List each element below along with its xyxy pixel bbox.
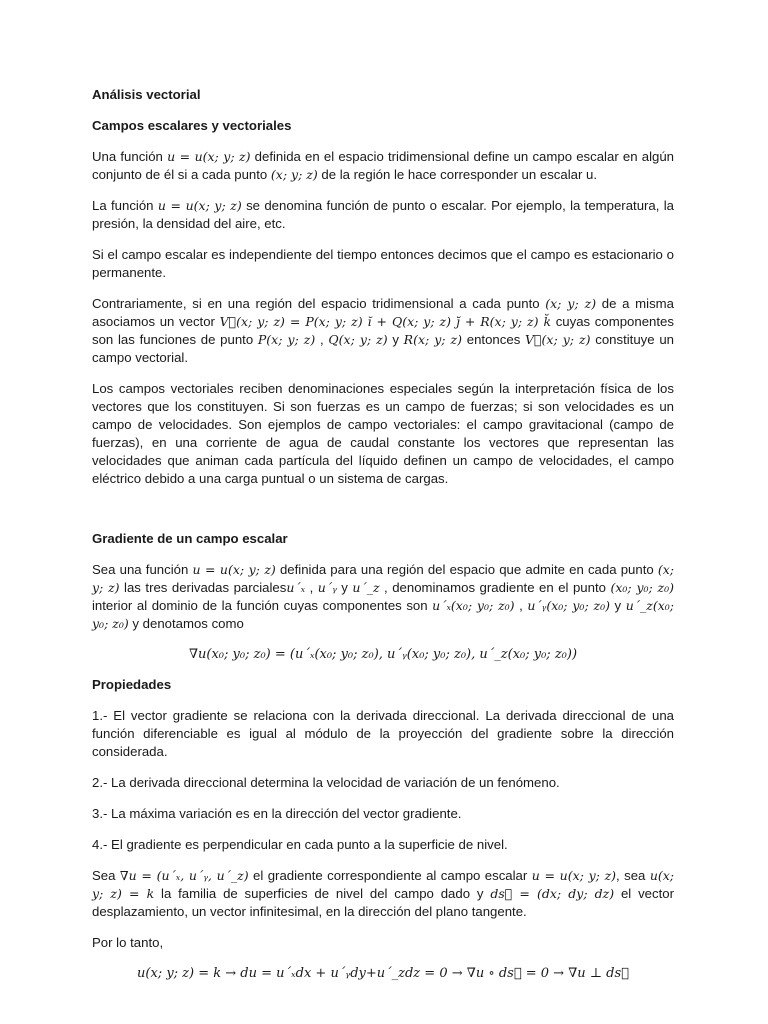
equation-gradiente: ∇u(x₀; y₀; z₀) = (u´ₓ(x₀; y₀; z₀), u´ᵧ(x₀; y₀; z₀), u´_z(x₀; y₀; z₀)) bbox=[188, 647, 578, 662]
paragraph-gradiente-def: Sea una función u = u(x; y; z) definida para una región del espacio que admite en cada punto (x; y; z) las tres derivadas parcialesu´ₓ , u´ᵧ y u´_z , denominamos gradiente en el punto (x₀; y₀; z₀) interior al dominio de la función cuyas componentes son u´ₓ(x₀; y₀; z₀) , u´ᵧ(x₀; y₀; z₀) y u´_z(x₀; y₀; z₀) y denotamos como bbox=[92, 562, 675, 631]
paragraph-denominaciones: Los campos vectoriales reciben denominaciones especiales según la interpretación física de los vectores que los constituyen. Si son fuerzas es un campo de fuerzas; si son velocidades es un campo de velocidades. Son ejemplos de campo vectoriales: el campo gravitacional (campo de fuerzas), en una corriente de agua de caudal constante los vectores que representan las velocidades que animan cada partícula del líquido definen un campo de velocidades, el campo eléctrico debido a una carga puntual o un sistema de cargas. bbox=[92, 381, 674, 486]
paragraph-campo-vectorial: Contrariamente, si en una región del espacio tridimensional a cada punto (x; y; z) de a misma asociamos un vector V⃗(x; y; z) = P(x; y; z) ĭ + Q(x; y; z) ȷ̆ + R(x; y; z) k̆ cuyas componentes son las funciones de punto P(x; y; z) , Q(x; y; z) y R(x; y; z) entonces V⃗(x; y; z) constituye un campo vectorial. bbox=[92, 296, 675, 365]
section-heading-campos: Campos escalares y vectoriales bbox=[92, 118, 292, 133]
paragraph-funcion-punto: La función u = u(x; y; z) se denomina función de punto o escalar. Por ejemplo, la temperatura, la presión, la densidad del aire, etc. bbox=[92, 198, 674, 231]
property-item-1: 1.- El vector gradiente se relaciona con la derivada direccional. La derivada direccional de una función diferenciable es igual al módulo de la proyección del gradiente sobre la dirección considerada. bbox=[92, 708, 674, 759]
section-heading-gradiente: Gradiente de un campo escalar bbox=[92, 531, 288, 546]
equation-perpendicular: u(x; y; z) = k → du = u´ₓdx + u´ᵧdy+u´_zdz = 0 → ∇u ∘ ds⃗ = 0 → ∇u ⊥ ds⃗ bbox=[137, 966, 629, 981]
paragraph-por-lo-tanto: Por lo tanto, bbox=[92, 935, 164, 950]
spacer bbox=[92, 501, 674, 530]
paragraph-superficies-nivel: Sea ∇u = (u´ₓ, u´ᵧ, u´_z) el gradiente correspondiente al campo escalar u = u(x; y; z), sea u(x; y; z) = k la familia de superficies de nivel del campo dado y ds⃗ = (dx; dy; dz) el vector desplazamiento, un vector infinitesimal, en la dirección del plano tangente. bbox=[92, 868, 675, 919]
property-item-4: 4.- El gradiente es perpendicular en cada punto a la superficie de nivel. bbox=[92, 837, 508, 852]
paragraph-funcion-escalar: Una función u = u(x; y; z) definida en el espacio tridimensional define un campo escalar en algún conjunto de él si a cada punto (x; y; z) de la región le hace corresponder un escalar u. bbox=[92, 149, 675, 182]
section-heading-propiedades: Propiedades bbox=[92, 677, 172, 692]
paragraph-estacionario: Si el campo escalar es independiente del tiempo entonces decimos que el campo es estacionario o permanente. bbox=[92, 247, 674, 280]
property-item-3: 3.- La máxima variación es en la dirección del vector gradiente. bbox=[92, 806, 462, 821]
property-item-2: 2.- La derivada direccional determina la velocidad de variación de un fenómeno. bbox=[92, 775, 560, 790]
document-title: Análisis vectorial bbox=[92, 87, 201, 102]
document-body bbox=[92, 86, 674, 995]
